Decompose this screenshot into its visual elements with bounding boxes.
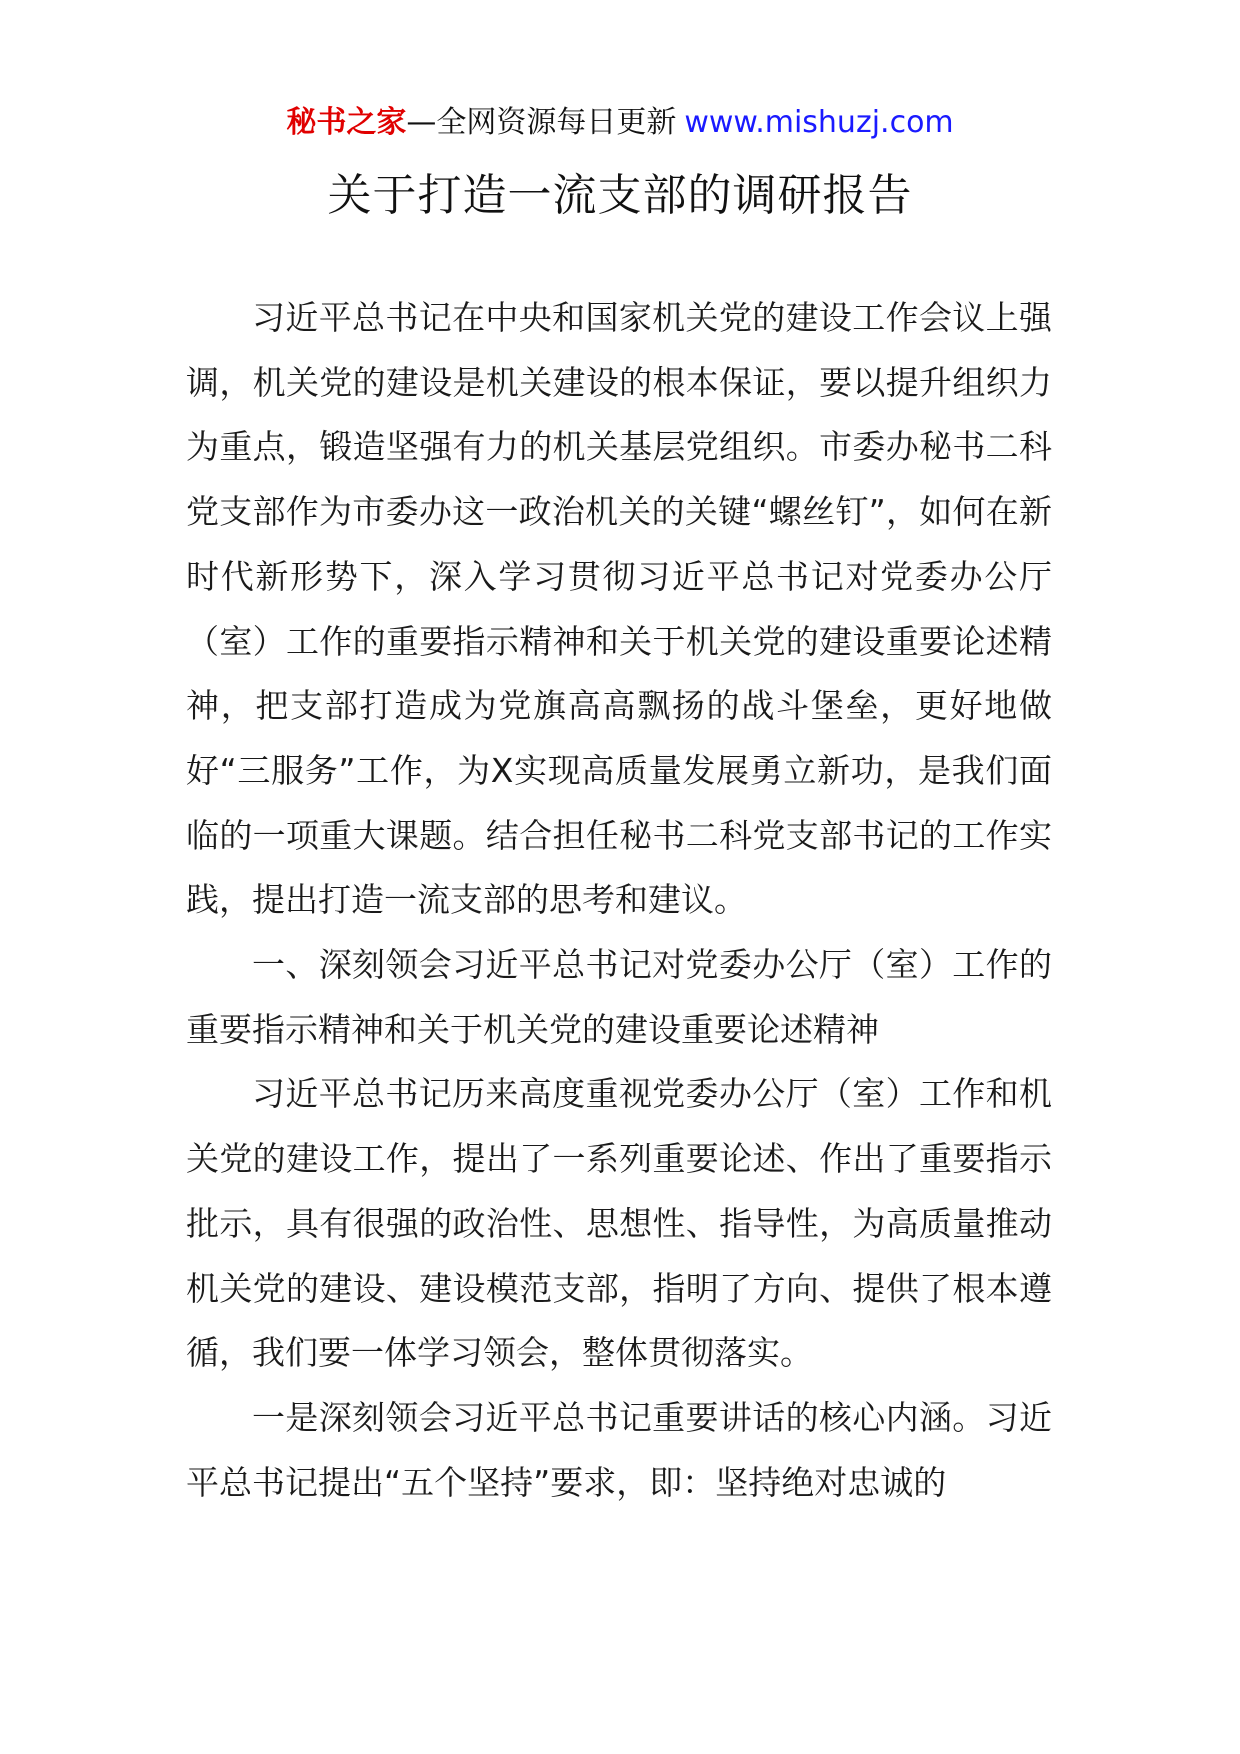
paragraph-intro: 习近平总书记在中央和国家机关党的建设工作会议上强调，机关党的建设是机关建设的根本保证，要以提升组织力为重点，锻造坚强有力的机关基层党组织。市委办秘书二科党支部作为市委办这一政治机关的关键“螺丝钉”，如何在新时代新形势下，深入学习贯彻习近平总书记对党委办公厅（室）工作的重要指示精神和关于机关党的建设重要论述精神，把支部打造成为党旗高高飘扬的战斗堡垒，更好地做好“三服务”工作，为X实现高质量发展勇立新功，是我们面临的一项重大课题。结合担任秘书二科党支部书记的工作实践，提出打造一流支部的思考和建议。 — [186, 298, 1052, 920]
document-body — [186, 286, 1052, 1515]
site-header — [0, 103, 1240, 143]
site-url-link[interactable]: www.mishuzj.com — [684, 105, 954, 140]
section-heading-1: 一、深刻领会习近平总书记对党委办公厅（室）工作的重要指示精神和关于机关党的建设重要论述精神 — [186, 945, 1052, 1049]
paragraph-point-1: 一是深刻领会习近平总书记重要讲话的核心内涵。习近平总书记提出“五个坚持”要求，即：坚持绝对忠诚的 — [186, 1397, 1052, 1502]
document-title: 关于打造一流支部的调研报告 — [327, 170, 913, 221]
paragraph-section-1: 习近平总书记历来高度重视党委办公厅（室）工作和机关党的建设工作，提出了一系列重要论述、作出了重要指示批示，具有很强的政治性、思想性、指导性，为高质量推动机关党的建设、建设模范支部，指明了方向、提供了根本遵循，我们要一体学习领会，整体贯彻落实。 — [186, 1074, 1052, 1373]
header-tagline: —全网资源每日更新 — [406, 105, 677, 140]
brand-name: 秘书之家 — [286, 105, 407, 140]
